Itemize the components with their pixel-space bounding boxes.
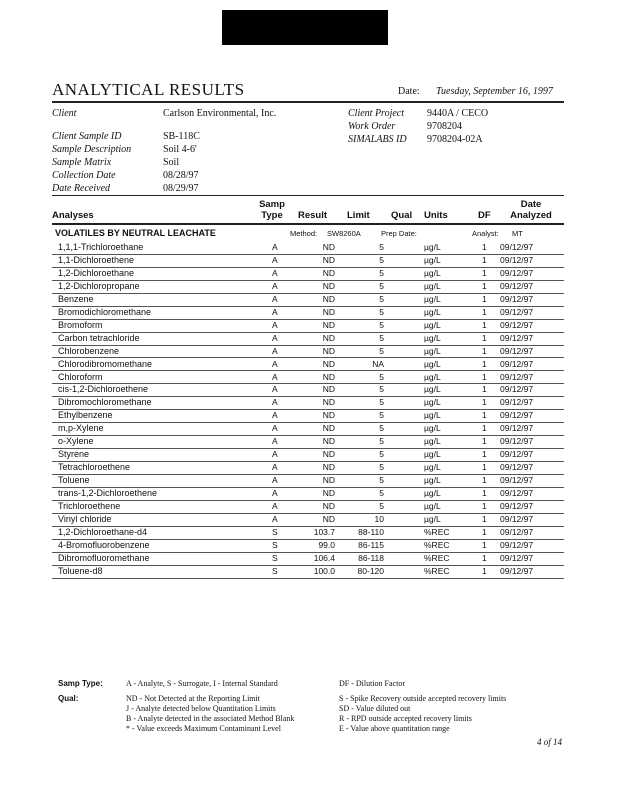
df: 1 [482,488,487,499]
analyte-name: o-Xylene [58,436,94,447]
limit: 10 [374,513,384,524]
units: µg/L [424,358,441,369]
samp-type: S [272,552,278,563]
divider [52,223,564,225]
result: ND [322,475,335,486]
table-row [52,552,564,566]
samp-type: A [272,254,278,265]
result: ND [322,423,335,434]
info-label: Client [52,108,77,119]
samp-type: A [272,242,278,252]
prep-date-label: Prep Date: [381,229,417,238]
table-row [52,241,564,255]
result: 100.0 [313,565,335,576]
result: ND [322,293,335,304]
analyst-label: Analyst: [472,229,499,238]
date-analyzed: 09/12/97 [500,436,534,447]
df: 1 [482,267,487,278]
result: ND [322,358,335,369]
analyte-name: Benzene [58,293,94,304]
table-row [52,306,564,320]
units: µg/L [424,475,441,486]
result: ND [322,501,335,511]
df: 1 [482,423,487,434]
analyte-name: 1,2-Dichloropropane [58,280,140,291]
df: 1 [482,436,487,447]
info-label: Client Sample ID [52,131,122,142]
table-row [52,345,564,359]
units: %REC [424,565,450,576]
units: µg/L [424,371,441,382]
page-number: 4 of 14 [537,737,563,747]
analyte-name: Trichloroethene [58,501,121,511]
units: µg/L [424,254,441,265]
samp-type: A [272,501,278,511]
result: 106.4 [313,552,335,563]
units: µg/L [424,488,441,499]
table-row [52,526,564,540]
analyte-name: Bromodichloromethane [58,306,152,317]
info-label: Sample Matrix [52,157,112,168]
units: µg/L [424,293,441,304]
analyte-name: Styrene [58,449,90,460]
qual-legend-item: E - Value above quantitation range [339,724,450,733]
limit: 5 [379,280,384,291]
limit: 5 [379,293,384,304]
analyte-name: Vinyl chloride [58,513,112,524]
units: µg/L [424,332,441,343]
date-analyzed: 09/12/97 [500,501,534,511]
samp-type: A [272,332,278,343]
df: 1 [482,552,487,563]
date-analyzed: 09/12/97 [500,513,534,524]
analyte-name: Dibromochloromethane [58,397,152,408]
table-row [52,371,564,385]
samp-type: A [272,475,278,486]
samp-type: A [272,306,278,317]
table-row [52,293,564,307]
date-analyzed: 09/12/97 [500,345,534,356]
table-row [52,435,564,449]
limit: 5 [379,423,384,434]
analyte-name: Ethylbenzene [58,410,113,421]
info-value: 9708204-02A [427,134,483,145]
limit: 5 [379,501,384,511]
info-value: 08/28/97 [163,170,199,181]
page-title: ANALYTICAL RESULTS [52,80,245,99]
col-analyses: Analyses [52,210,94,221]
col-df: DF [478,210,491,221]
result: ND [322,332,335,343]
limit: 5 [379,345,384,356]
date-analyzed: 09/12/97 [500,488,534,499]
samp-type: A [272,449,278,460]
date-label: Date: [398,86,420,97]
table-row [52,383,564,397]
table-row [52,422,564,436]
table-row [52,500,564,514]
table-row [52,474,564,488]
col-qual: Qual [391,210,413,221]
units: %REC [424,526,450,537]
units: µg/L [424,436,441,447]
df: 1 [482,397,487,408]
date-analyzed: 09/12/97 [500,384,534,395]
samp-type: A [272,345,278,356]
limit: 5 [379,397,384,408]
limit: 5 [379,306,384,317]
info-label: SIMALABS ID [348,134,407,145]
analyte-name: Chloroform [58,371,103,382]
result: ND [322,242,335,252]
samp-type: A [272,293,278,304]
df: 1 [482,539,487,550]
date-analyzed: 09/12/97 [500,358,534,369]
samp-type: A [272,513,278,524]
units: µg/L [424,462,441,473]
units: µg/L [424,410,441,421]
units: µg/L [424,384,441,395]
df: 1 [482,501,487,511]
col-limit: Limit [347,210,370,221]
table-row [52,565,564,579]
samp-type: A [272,462,278,473]
table-row [52,487,564,501]
result: ND [322,280,335,291]
units: µg/L [424,319,441,330]
limit: 5 [379,436,384,447]
analyte-name: m,p-Xylene [58,423,104,434]
table-row [52,280,564,294]
samp-type: S [272,539,278,550]
df: 1 [482,345,487,356]
samp-type-label: Samp Type: [58,679,103,688]
info-value: 9440A / CECO [427,108,489,119]
result: ND [322,513,335,524]
samp-type: A [272,280,278,291]
result: ND [322,254,335,265]
redacted-logo [222,10,388,45]
info-label: Sample Description [52,144,132,155]
analyte-name: 1,1-Dichloroethene [58,254,135,265]
units: µg/L [424,306,441,317]
samp-type: S [272,526,278,537]
table-row [52,358,564,372]
analyte-name: Bromoform [58,319,103,330]
limit: 5 [379,475,384,486]
units: µg/L [424,423,441,434]
limit: 5 [379,488,384,499]
section-title: VOLATILES BY NEUTRAL LEACHATE [55,228,216,238]
samp-type: A [272,267,278,278]
method-label: Method: [290,229,318,238]
df: 1 [482,462,487,473]
divider [52,101,564,103]
df: 1 [482,384,487,395]
analyte-name: 1,2-Dichloroethane-d4 [58,526,148,537]
samp-type: A [272,371,278,382]
samp-type: A [272,436,278,447]
date-analyzed: 09/12/97 [500,371,534,382]
info-value: SB-118C [163,131,200,142]
units: µg/L [424,513,441,524]
result: 103.7 [313,526,335,537]
units: µg/L [424,267,441,278]
analyte-name: trans-1,2-Dichloroethene [58,488,158,499]
info-label: Work Order [348,121,396,132]
analyte-name: Tetrachloroethene [58,462,131,473]
samp-type-legend: A - Analyte, S - Surrogate, I - Internal Standard [126,679,278,688]
result: ND [322,319,335,330]
date-analyzed: 09/12/97 [500,293,534,304]
limit: 5 [379,410,384,421]
date-analyzed: 09/12/97 [500,462,534,473]
table-row [52,254,564,268]
limit: 5 [379,384,384,395]
result: ND [322,371,335,382]
df: 1 [482,358,487,369]
df: 1 [482,565,487,576]
table-row [52,513,564,527]
samp-type: A [272,488,278,499]
limit: 88-110 [358,526,384,537]
limit: 5 [379,332,384,343]
limit: 86-115 [358,539,384,550]
table-row [52,409,564,423]
df: 1 [482,293,487,304]
analyte-name: Carbon tetrachloride [58,332,140,343]
method-value: SW8260A [327,229,361,238]
samp-type: A [272,384,278,395]
units: µg/L [424,345,441,356]
info-label: Date Received [52,183,111,194]
analyte-name: Chlorodibromomethane [58,358,153,369]
df: 1 [482,254,487,265]
limit: 5 [379,267,384,278]
date-analyzed: 09/12/97 [500,539,534,550]
result: ND [322,462,335,473]
result: ND [322,436,335,447]
limit: 5 [379,254,384,265]
date-analyzed: 09/12/97 [500,280,534,291]
units: µg/L [424,397,441,408]
info-value: 9708204 [427,121,462,132]
limit: 5 [379,319,384,330]
date-analyzed: 09/12/97 [500,410,534,421]
analyte-name: Dibromofluoromethane [58,552,150,563]
date-analyzed: 09/12/97 [500,565,534,576]
result: ND [322,488,335,499]
info-value: Soil 4-6' [163,144,197,155]
analyte-name: 4-Bromofluorobenzene [58,539,150,550]
units: µg/L [424,280,441,291]
samp-type: A [272,358,278,369]
info-value: Carlson Environmental, Inc. [163,108,277,119]
qual-legend-item: B - Analyte detected in the associated Method Blank [126,714,295,723]
samp-type: S [272,565,278,576]
units: %REC [424,539,450,550]
df-legend: DF - Dilution Factor [339,679,405,688]
report-date: Tuesday, September 16, 1997 [436,86,553,97]
analyte-name: cis-1,2-Dichloroethene [58,384,149,395]
info-label: Client Project [348,108,405,119]
samp-type: A [272,410,278,421]
df: 1 [482,319,487,330]
units: µg/L [424,242,441,252]
table-row [52,267,564,281]
date-analyzed: 09/12/97 [500,306,534,317]
date-analyzed: 09/12/97 [500,552,534,563]
units: µg/L [424,449,441,460]
limit: 86-118 [358,552,384,563]
date-analyzed: 09/12/97 [500,475,534,486]
units: µg/L [424,501,441,511]
samp-type: A [272,397,278,408]
result: ND [322,384,335,395]
analyst-value: MT [512,229,523,238]
table-row [52,461,564,475]
divider [52,195,564,196]
df: 1 [482,449,487,460]
result: ND [322,267,335,278]
result: ND [322,306,335,317]
analyte-name: 1,1,1-Trichloroethane [58,242,144,252]
info-label: Collection Date [52,170,116,181]
info-value: Soil [163,157,180,168]
col-date-analyzed: Date Analyzed [510,199,552,221]
units: %REC [424,552,450,563]
col-units: Units [424,210,448,221]
date-analyzed: 09/12/97 [500,526,534,537]
df: 1 [482,410,487,421]
date-analyzed: 09/12/97 [500,267,534,278]
result: ND [322,345,335,356]
limit: 5 [379,242,384,252]
limit: 5 [379,371,384,382]
qual-legend-item: ND - Not Detected at the Reporting Limit [126,694,260,703]
qual-legend-item: R - RPD outside accepted recovery limits [339,714,472,723]
result: ND [322,397,335,408]
limit: 80-120 [357,565,384,576]
table-row [52,396,564,410]
df: 1 [482,280,487,291]
col-result: Result [298,210,328,221]
result: ND [322,449,335,460]
info-value: 08/29/97 [163,183,199,194]
table-row [52,332,564,346]
date-analyzed: 09/12/97 [500,423,534,434]
qual-label: Qual: [58,694,79,703]
df: 1 [482,371,487,382]
result: 99.0 [318,539,335,550]
limit: 5 [379,462,384,473]
table-row [52,448,564,462]
table-row [52,539,564,553]
qual-legend-item: * - Value exceeds Maximum Contaminant Level [126,724,281,733]
table-row [52,319,564,333]
df: 1 [482,332,487,343]
qual-legend-item: SD - Value diluted out [339,704,411,713]
col-samp-type: Samp Type [259,199,285,221]
date-analyzed: 09/12/97 [500,332,534,343]
analyte-name: Toluene-d8 [58,565,103,576]
result: ND [322,410,335,421]
date-analyzed: 09/12/97 [500,254,534,265]
date-analyzed: 09/12/97 [500,319,534,330]
qual-legend-item: S - Spike Recovery outside accepted recovery limits [339,694,507,703]
df: 1 [482,475,487,486]
analyte-name: 1,2-Dichloroethane [58,267,135,278]
samp-type: A [272,423,278,434]
qual-legend-item: J - Analyte detected below Quantitation Limits [126,704,276,713]
df: 1 [482,306,487,317]
date-analyzed: 09/12/97 [500,397,534,408]
samp-type: A [272,319,278,330]
df: 1 [482,242,487,252]
df: 1 [482,526,487,537]
limit: 5 [379,449,384,460]
date-analyzed: 09/12/97 [500,242,534,252]
date-analyzed: 09/12/97 [500,449,534,460]
analyte-name: Toluene [58,475,90,486]
analyte-name: Chlorobenzene [58,345,120,356]
limit: NA [372,358,384,369]
df: 1 [482,513,487,524]
